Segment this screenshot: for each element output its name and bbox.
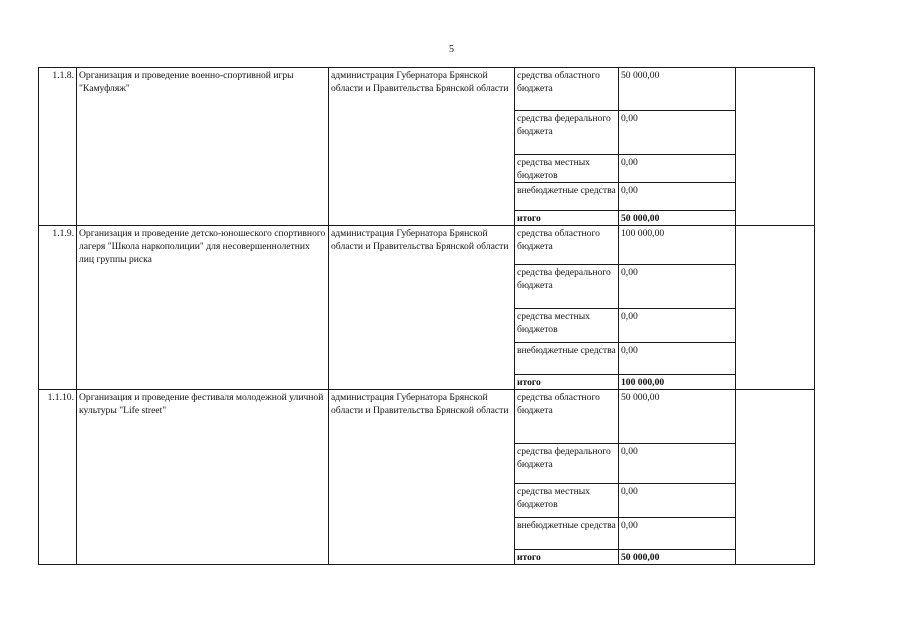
amount-cell: 0,00 <box>619 343 736 375</box>
item-number: 1.1.9. <box>39 226 77 390</box>
source-cell: средства федерального бюджета <box>515 111 619 155</box>
amount-cell: 0,00 <box>619 484 736 518</box>
amount-cell: 50 000,00 <box>619 68 736 111</box>
budget-table <box>38 67 815 565</box>
empty-cell <box>736 68 815 226</box>
amount-cell: 0,00 <box>619 265 736 309</box>
amount-cell: 100 000,00 <box>619 226 736 265</box>
total-label: итого <box>515 550 619 565</box>
source-cell: средства областного бюджета <box>515 390 619 444</box>
source-cell: средства местных бюджетов <box>515 309 619 343</box>
source-cell: средства федерального бюджета <box>515 265 619 309</box>
executor-cell: администрация Губернатора Брянской области и Правительства Брянской области <box>329 68 515 226</box>
total-amount: 50 000,00 <box>619 211 736 226</box>
total-label: итого <box>515 211 619 226</box>
source-cell: средства федерального бюджета <box>515 444 619 484</box>
executor-cell: администрация Губернатора Брянской области и Правительства Брянской области <box>329 390 515 565</box>
activity-cell: Организация и проведение военно-спортивной игры "Камуфляж" <box>77 68 329 226</box>
source-cell: средства областного бюджета <box>515 68 619 111</box>
item-number: 1.1.10. <box>39 390 77 565</box>
amount-cell: 0,00 <box>619 444 736 484</box>
source-cell: средства местных бюджетов <box>515 484 619 518</box>
amount-cell: 0,00 <box>619 183 736 211</box>
source-cell: внебюджетные средства <box>515 518 619 550</box>
source-cell: внебюджетные средства <box>515 343 619 375</box>
activity-cell: Организация и проведение фестиваля молодежной уличной культуры "Life street" <box>77 390 329 565</box>
item-number: 1.1.8. <box>39 68 77 226</box>
table-row <box>39 390 815 444</box>
source-cell: средства местных бюджетов <box>515 155 619 183</box>
executor-cell: администрация Губернатора Брянской области и Правительства Брянской области <box>329 226 515 390</box>
total-amount: 50 000,00 <box>619 550 736 565</box>
amount-cell: 0,00 <box>619 155 736 183</box>
empty-cell <box>736 226 815 390</box>
amount-cell: 0,00 <box>619 309 736 343</box>
source-cell: внебюджетные средства <box>515 183 619 211</box>
source-cell: средства областного бюджета <box>515 226 619 265</box>
total-label: итого <box>515 375 619 390</box>
table-row <box>39 68 815 111</box>
activity-cell: Организация и проведение детско-юношеского спортивного лагеря "Школа наркополиции" для несовершеннолетних лиц группы риска <box>77 226 329 390</box>
amount-cell: 0,00 <box>619 518 736 550</box>
amount-cell: 0,00 <box>619 111 736 155</box>
page-number: 5 <box>449 44 454 55</box>
table-row <box>39 226 815 265</box>
empty-cell <box>736 390 815 565</box>
amount-cell: 50 000,00 <box>619 390 736 444</box>
total-amount: 100 000,00 <box>619 375 736 390</box>
